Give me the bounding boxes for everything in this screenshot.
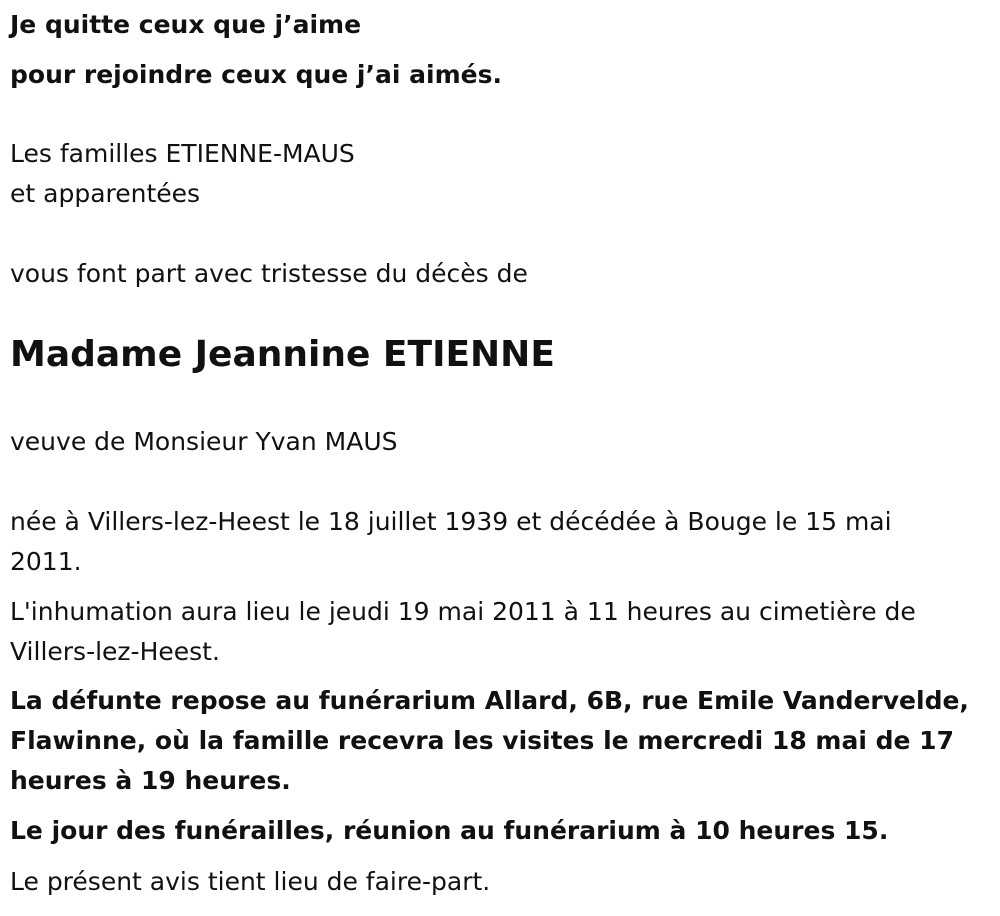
burial-line-1: L'inhumation aura lieu le jeudi 19 mai 2011 à 11 heures au cimetière de xyxy=(10,597,916,626)
visitation-line-3: heures à 19 heures. xyxy=(10,766,291,795)
families-line-2: et apparentées xyxy=(10,179,201,208)
widow-of-text: veuve de Monsieur Yvan MAUS xyxy=(10,427,398,456)
deceased-name: Madame Jeannine ETIENNE xyxy=(10,334,555,375)
birth-death-line-2: 2011. xyxy=(10,547,82,576)
families-line-1: Les familles ETIENNE-MAUS xyxy=(10,139,355,168)
visitation-line-2: Flawinne, où la famille recevra les visites le mercredi 18 mai de 17 xyxy=(10,726,954,755)
birth-death-line-1: née à Villers-lez-Heest le 18 juillet 1939 et décédée à Bouge le 15 mai xyxy=(10,507,892,536)
funeral-day-text: Le jour des funérailles, réunion au funérarium à 10 heures 15. xyxy=(10,816,889,845)
closing-text: Le présent avis tient lieu de faire-part. xyxy=(10,867,491,896)
visitation-line-1: La défunte repose au funérarium Allard, 6B, rue Emile Vandervelde, xyxy=(10,686,969,715)
burial-line-2: Villers-lez-Heest. xyxy=(10,637,220,666)
epigraph-line-1: Je quitte ceux que j’aime xyxy=(10,10,362,39)
epigraph-line-2: pour rejoindre ceux que j’ai aimés. xyxy=(10,60,502,89)
announcement-text: vous font part avec tristesse du décès de xyxy=(10,259,528,288)
